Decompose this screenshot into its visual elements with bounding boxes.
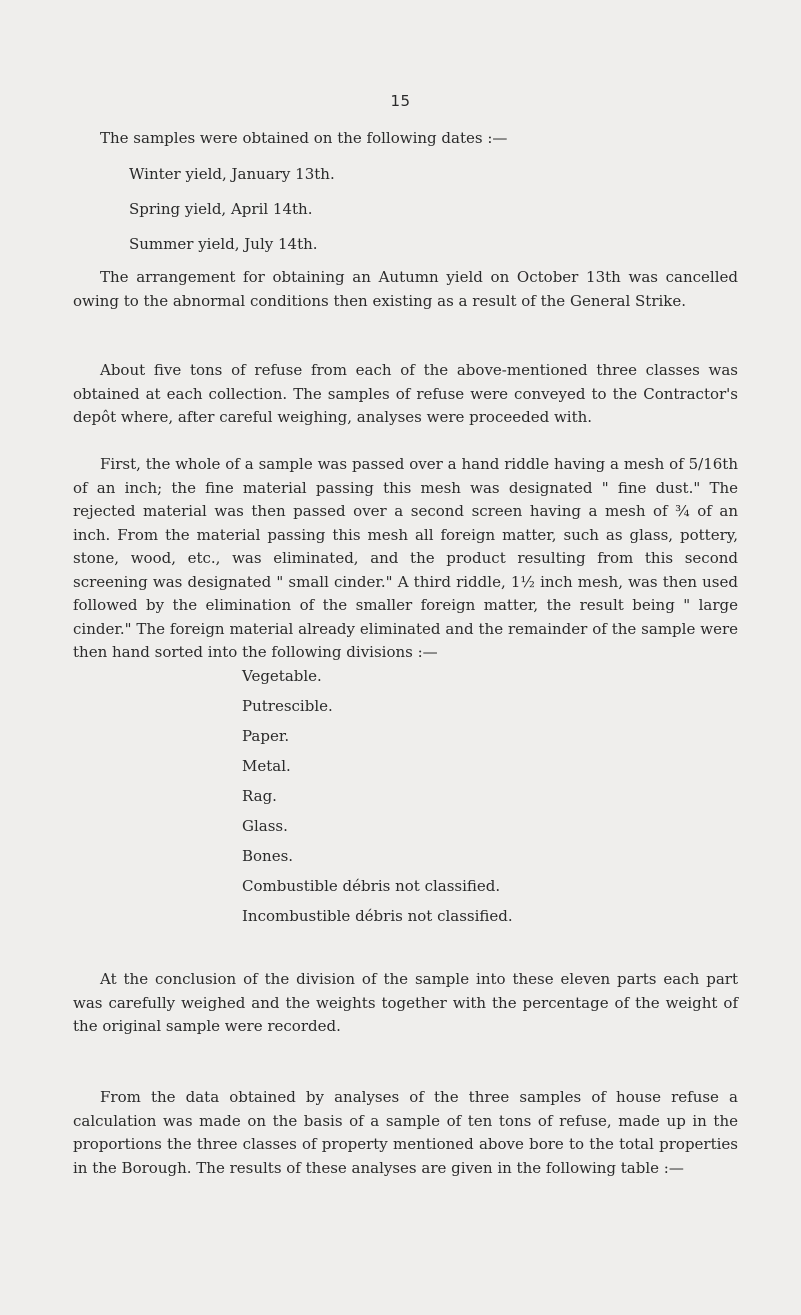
intro-paragraph: The samples were obtained on the following dates :—: [100, 129, 508, 147]
date-item-spring: Spring yield, April 14th.: [129, 200, 313, 218]
division-item: Rag.: [242, 787, 277, 805]
division-item: Vegetable.: [242, 667, 322, 685]
date-item-summer: Summer yield, July 14th.: [129, 235, 318, 253]
divisions-list: [242, 667, 513, 937]
division-item: Glass.: [242, 817, 288, 835]
date-item-winter: Winter yield, January 13th.: [129, 165, 335, 183]
division-item: Metal.: [242, 757, 291, 775]
division-item: Combustible débris not classified.: [242, 877, 501, 895]
division-item: Incombustible débris not classified.: [242, 907, 513, 925]
sample-dates-list: [129, 165, 335, 270]
page-number: 15: [390, 92, 411, 110]
arrangement-paragraph: The arrangement for obtaining an Autumn yield on October 13th was cancelled owing to the abnormal conditions then existing as a result of the General Strike.: [73, 268, 738, 310]
division-item: Putrescible.: [242, 697, 333, 715]
about-paragraph: About five tons of refuse from each of the above-mentioned three classes was obtained at each collection. The samples of refuse were conveyed to the Contractor's depôt where, after careful weighing, analyses were proceeded with.: [73, 361, 738, 426]
division-item: Paper.: [242, 727, 290, 745]
method-paragraph: First, the whole of a sample was passed over a hand riddle having a mesh of 5/16th of an inch; the fine material passing this mesh was designated " fine dust." The rejected material was then passed over a second screen having a mesh of ¾ of an inch. From the material passing this mesh all foreign matter, such as glass, pottery, stone, wood, etc., was eliminated, and the product resulting from this second screening was designated " small cinder." A third riddle, 1½ inch mesh, was then used followed by the elimination of the smaller foreign matter, the result being " large cinder." The foreign material already eliminated and the remainder of the sample were then hand sorted into the following divisions :—: [73, 455, 738, 661]
conclusion-paragraph: At the conclusion of the division of the sample into these eleven parts each part was carefully weighed and the weights together with the percentage of the weight of the original sample were recorded.: [73, 970, 738, 1035]
data-paragraph: From the data obtained by analyses of the three samples of house refuse a calculation was made on the basis of a sample of ten tons of refuse, made up in the proportions the three classes of property mentioned above bore to the total properties in the Borough. The results of these analyses are given in the following table :—: [73, 1088, 738, 1177]
division-item: Bones.: [242, 847, 294, 865]
